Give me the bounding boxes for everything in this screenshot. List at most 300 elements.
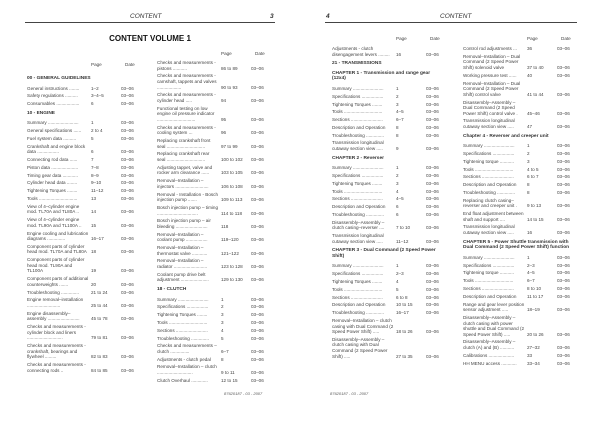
toc-entry-page: 6–7: [221, 348, 229, 354]
toc-entry: [157, 320, 271, 326]
toc-entry-date: 03–06: [121, 367, 134, 373]
toc-entry: [463, 224, 577, 235]
toc-entry-date: 03–06: [557, 216, 570, 222]
toc-entry-title: Consumables ..................: [27, 101, 80, 107]
toc-entry-date: 03–06: [121, 281, 134, 287]
toc-entry-page: 6 to 8: [396, 294, 408, 300]
toc-entry-page: 8 to 10: [527, 285, 542, 291]
toc-entry-page: 5: [91, 135, 94, 141]
toc-entry-date: 03–06: [121, 268, 134, 274]
toc-entry-title: Removal–Installation – Dual Command (2 Speed Power Shift) control valve: [463, 80, 521, 97]
toc-entry-title: Description and Operation: [463, 293, 517, 299]
toc-entry-title: Tightening Torques ........: [332, 180, 383, 186]
toc-entry-title: General instructions ........: [27, 85, 80, 91]
toc-entry-title: Troubleshooting ..............: [27, 289, 79, 295]
section-heading: 18 - CLUTCH: [157, 287, 187, 292]
toc-entry-date: 03–06: [251, 116, 264, 122]
toc-entry: [463, 182, 577, 188]
col-date-label: Date: [255, 51, 265, 56]
col-date-label: Date: [125, 62, 135, 67]
toc-entry-date: 03–06: [251, 65, 264, 71]
toc-entry: [27, 244, 141, 255]
toc-entry-date: 03–06: [557, 254, 570, 260]
toc-entry-page: 5: [221, 335, 224, 341]
toc-entry-title: View of 4–cylinder engine mod. TL90A and TL100A ..: [27, 217, 82, 228]
toc-entry-page: 118: [221, 223, 229, 229]
toc-entry-date: 03–06: [426, 353, 439, 359]
toc-entry-date: 03–06: [251, 356, 264, 362]
toc-entry-date: 03–06: [121, 135, 134, 141]
toc-entry-page: 16: [527, 230, 533, 236]
toc-entry-title: Tools ..............................: [27, 195, 78, 201]
toc-entry: [332, 196, 446, 202]
toc-entry-title: Timing gear data ............: [27, 172, 78, 178]
toc-entry-page: 40: [527, 72, 533, 78]
toc-entry-title: Sections .........................: [332, 117, 383, 123]
section-heading: 21 - TRANSMISSIONS: [332, 61, 382, 67]
toc-entry-date: 03–06: [426, 124, 439, 130]
toc-entry: [463, 151, 577, 157]
toc-entry-title: Removal–Installation – injectors ..........................: [157, 178, 209, 189]
toc-entry-date: 03–06: [251, 348, 264, 354]
toc-entry-date: 03–06: [251, 264, 264, 270]
toc-entry-page: 9 to 13: [527, 203, 542, 209]
toc-entry: [463, 143, 577, 149]
toc-entry-page: 45 to 78: [91, 316, 108, 322]
col-page-label: Page: [396, 36, 407, 41]
toc-entry: [27, 93, 141, 99]
toc-entry: [157, 165, 271, 176]
toc-entry-page: 9 to 11: [221, 370, 235, 376]
toc-entry-title: Safety regulations ..........: [27, 93, 78, 99]
toc-entry-date: 03–06: [557, 285, 570, 291]
toc-entry-title: Summary ........................: [332, 263, 384, 269]
toc-entry-date: 03–06: [251, 130, 264, 136]
left-column-1: [27, 62, 141, 375]
toc-entry-title: Coolant pump drive belt adjustment ......................: [157, 271, 209, 283]
toc-entry-title: Transmission longitudinal cutaway section view .....: [463, 224, 515, 236]
toc-entry-title: Transmission longitudinal cutaway section view .....: [332, 140, 384, 152]
toc-entry: [463, 167, 577, 173]
toc-entry-title: Tools ..............................: [463, 278, 514, 284]
col-page-label: Page: [527, 36, 538, 41]
toc-entry-page: 106 to 108: [221, 183, 243, 189]
toc-entry-page: 4: [396, 188, 399, 194]
toc-entry-page: 16–17: [91, 236, 104, 242]
toc-entry-date: 03–06: [121, 164, 134, 170]
toc-entry-title: Tightening Torques ........: [332, 279, 383, 284]
toc-entry: [463, 353, 577, 359]
toc-entry-title: Bosch injection pump – timing ................................: [157, 204, 219, 216]
toc-entry-date: 03–06: [426, 310, 439, 316]
toc-entry-date: 03–06: [426, 279, 439, 284]
toc-entry-title: Piston data .....................: [27, 164, 79, 170]
toc-entry-title: Checks and measurements - cylinder block and liners ............................: [27, 324, 86, 341]
toc-entry-date: 03–06: [251, 377, 264, 383]
toc-entry-date: 03–06: [426, 196, 439, 202]
toc-entry: [157, 60, 271, 71]
toc-entry: [27, 362, 141, 373]
toc-entry-page: 8: [396, 124, 399, 130]
toc-entry-page: 79 to 81: [91, 335, 108, 341]
toc-entry: [157, 336, 271, 342]
toc-entry-date: 03–06: [251, 143, 264, 149]
toc-entry: [463, 81, 577, 98]
toc-entry-title: Summary ........................: [27, 120, 79, 126]
toc-entry-date: 03–06: [557, 158, 570, 164]
toc-entry: [463, 270, 577, 276]
toc-entry-title: Checks and measurements - cooling system ...: [157, 124, 216, 136]
toc-entry-page: 4–5: [396, 196, 404, 202]
toc-entry-page: 27 to 35: [396, 353, 413, 359]
toc-entry-page: 20: [91, 281, 97, 287]
toc-entry: [463, 263, 577, 269]
toc-entry-date: 03–06: [251, 319, 264, 325]
toc-entry-page: 4–5: [396, 109, 404, 115]
toc-entry-page: 16: [396, 51, 402, 57]
toc-entry-page: 121–122: [221, 250, 239, 256]
toc-entry: [332, 133, 446, 139]
toc-entry-page: 6: [91, 149, 94, 155]
toc-entry-page: 37 to 40: [527, 64, 544, 70]
toc-entry-date: 03–06: [557, 293, 570, 299]
toc-entry: [332, 165, 446, 171]
toc-entry-page: 82 to 83: [91, 354, 108, 360]
toc-entry: [27, 324, 141, 341]
toc-entry-page: 6–7: [527, 278, 535, 284]
toc-entry-page: 8–9: [91, 172, 99, 178]
toc-entry: [332, 271, 446, 277]
toc-entry-page: 119–120: [221, 237, 239, 243]
toc-entry-title: Replacing clutch casing–reverser and creeper unit .: [463, 197, 517, 209]
toc-entry-title: General specifications ......: [27, 128, 82, 134]
toc-entry-title: Tools ..............................: [463, 166, 514, 172]
toc-entry-title: Specifications .................: [332, 271, 384, 277]
toc-entry-page: 3: [396, 101, 399, 107]
toc-entry-page: 1: [396, 263, 399, 269]
toc-entry: [463, 286, 577, 292]
toc-entry: [157, 304, 271, 310]
toc-entry-date: 03–06: [557, 64, 570, 70]
toc-entry: [157, 151, 271, 162]
toc-entry-date: 03–06: [426, 117, 439, 123]
toc-entry-date: 03–06: [251, 170, 264, 176]
toc-entry-page: 3: [221, 319, 224, 325]
toc-entry-date: 03–06: [121, 316, 134, 322]
toc-entry-page: 2 to 4: [91, 128, 103, 134]
toc-entry: [463, 255, 577, 261]
toc-entry-date: 03–06: [426, 132, 439, 138]
toc-entry-title: Cylinder head data ........: [27, 180, 78, 186]
toc-entry-title: Description and Operation: [332, 302, 386, 308]
toc-entry-title: Troubleshooting ..............: [332, 310, 384, 316]
toc-entry-page: 1: [527, 254, 530, 260]
toc-entry: [332, 337, 446, 359]
toc-entry: [332, 302, 446, 308]
toc-entry: [332, 263, 446, 269]
right-header-rule: [325, 22, 577, 23]
toc-entry-date: 03–06: [426, 173, 439, 178]
toc-entry: [332, 233, 446, 244]
toc-entry-page: 123 to 128: [221, 264, 243, 270]
toc-entry-title: Calibrations ....................: [463, 352, 515, 358]
toc-entry-title: Transmission longitudinal cutaway section view .....: [463, 118, 515, 130]
toc-entry-title: Troubleshooting ..............: [332, 211, 384, 217]
toc-entry-date: 03–06: [121, 222, 134, 228]
toc-entry-title: Replacing crankshaft rear seal ..............................: [157, 151, 210, 163]
toc-entry: [27, 173, 141, 179]
toc-entry: [463, 294, 577, 300]
toc-entry: [27, 311, 141, 322]
toc-entry-date: 03–06: [557, 307, 570, 313]
toc-entry-date: 03–06: [557, 262, 570, 268]
toc-entry-title: Transmission longitudinal cutaway section view .....: [332, 233, 384, 244]
toc-entry-date: 03–06: [557, 124, 570, 130]
toc-entry-title: Removal–Installation – clutch ............................: [157, 364, 217, 376]
toc-entry-date: 03–06: [557, 345, 570, 351]
toc-entry-date: 03–06: [251, 327, 264, 333]
toc-entry: [27, 136, 141, 142]
toc-entry-page: 1: [527, 143, 530, 149]
chapter-heading: CHAPTER 2 - Reverser: [332, 155, 384, 161]
toc-entry: [157, 73, 271, 90]
toc-entry-page: 11–12: [396, 238, 409, 244]
toc-entry-date: 03–06: [426, 211, 439, 217]
toc-entry: [332, 295, 446, 301]
toc-entry-date: 03–06: [557, 189, 570, 195]
toc-entry: [27, 204, 141, 215]
toc-entry-date: 03–06: [251, 312, 264, 318]
toc-entry-date: 03–06: [426, 238, 439, 244]
toc-entry-date: 03–06: [251, 237, 264, 243]
right-page: [300, 0, 600, 430]
toc-entry-page: 96: [221, 130, 227, 136]
toc-entry-title: Specifications .................: [332, 173, 384, 178]
toc-entry: [332, 117, 446, 123]
toc-entry: [463, 302, 577, 313]
toc-entry-page: 16–17: [396, 310, 409, 316]
toc-entry: [27, 101, 141, 107]
toc-entry-page: 7–8: [91, 164, 99, 170]
toc-entry: [157, 178, 271, 189]
toc-entry-page: 13: [91, 195, 97, 201]
toc-entry: [157, 218, 271, 229]
toc-entry: [27, 343, 141, 360]
toc-entry-title: Checks and measurements – clutch ...............: [157, 343, 217, 354]
toc-entry-date: 03–06: [251, 210, 264, 216]
toc-entry-date: 03–06: [121, 209, 134, 215]
toc-entry-page: 18 to 26: [396, 329, 413, 335]
toc-entry-title: Tools ..............................: [157, 319, 208, 325]
toc-entry-title: Removal–Installation – clutch casing with Dual Command (2 Speed Power Shift) .....: [332, 317, 394, 335]
toc-entry: [332, 94, 446, 100]
toc-entry-date: 03–06: [426, 180, 439, 186]
toc-entry-page: 45–46: [527, 110, 540, 116]
toc-entry: [157, 92, 271, 103]
toc-entry: [332, 189, 446, 195]
chapter-heading: CHAPTER 1 - Transmission and range gear (12x4): [332, 70, 431, 82]
toc-entry: [27, 276, 141, 287]
toc-entry-page: 3: [527, 158, 530, 164]
section-heading: 00 - GENERAL GUIDELINES: [27, 76, 91, 81]
toc-entry-title: Tools ..............................: [332, 109, 383, 115]
toc-entry-page: 41 to 44: [527, 91, 544, 97]
toc-entry: [157, 312, 271, 318]
toc-entry: [463, 54, 577, 71]
toc-entry-page: 2: [527, 151, 530, 157]
toc-entry-page: 129 to 130: [221, 277, 243, 283]
toc-entry-date: 03–06: [426, 93, 439, 99]
toc-entry-date: 03–06: [426, 101, 439, 107]
toc-entry-title: Specifications .................: [157, 304, 209, 310]
toc-entry: [463, 315, 577, 337]
toc-entry-page: 21 to 24: [91, 289, 108, 295]
chapter-heading: CHAPTER 3 - Dual Command (2 Speed Power Shift): [332, 248, 436, 259]
toc-entry-title: Summary ........................: [332, 165, 384, 171]
toc-entry: [332, 279, 446, 285]
toc-entry-title: Checks and measurements - pistons ...........: [157, 60, 216, 71]
toc-entry-date: 03–06: [557, 72, 570, 78]
toc-entry-page: 1: [396, 165, 399, 171]
toc-entry-page: 2: [396, 173, 399, 178]
toc-entry-date: 03–06: [557, 182, 570, 188]
toc-entry: [27, 217, 141, 228]
right-column-2: [463, 36, 577, 368]
toc-entry: [463, 339, 577, 350]
toc-entry-title: Description and Operation: [332, 124, 386, 130]
toc-entry-page: 3: [221, 312, 224, 318]
toc-entry: [27, 196, 141, 202]
toc-entry-page: 4: [221, 327, 224, 333]
toc-entry: [332, 287, 446, 293]
toc-entry-page: 6: [91, 101, 94, 107]
toc-entry-title: Engine removal–installation ..........................: [27, 297, 84, 308]
toc-entry: [157, 192, 271, 203]
toc-entry-page: 4 to 5: [527, 166, 539, 172]
toc-entry: [27, 128, 141, 134]
toc-entry-date: 03–06: [557, 331, 570, 337]
toc-entry-date: 03–06: [121, 157, 134, 163]
toc-entry-page: 109 to 113: [221, 197, 243, 203]
toc-entry: [157, 205, 271, 216]
toc-entry: [332, 310, 446, 316]
right-column-1: [332, 36, 446, 361]
toc-entry-date: 03–06: [121, 195, 134, 201]
toc-entry: [27, 257, 141, 274]
toc-entry-page: 1–2: [91, 85, 99, 91]
toc-entry-page: 11 to 17: [527, 293, 544, 299]
toc-entry-title: Crankshaft and engine block data .................: [27, 143, 86, 155]
toc-entry-page: 6 to 7: [527, 174, 539, 180]
left-footer: 87620187 - 03 - 2007: [224, 391, 263, 396]
toc-entry-date: 03–06: [121, 120, 134, 126]
toc-entry-date: 03–06: [251, 277, 264, 283]
toc-entry-page: 8: [396, 132, 399, 138]
toc-entry-date: 03–06: [121, 335, 134, 341]
right-footer: 87620187 - 03 - 2007: [330, 391, 369, 396]
toc-entry-page: 8: [221, 356, 224, 362]
toc-entry-date: 03–06: [557, 110, 570, 116]
toc-entry-date: 03–06: [557, 174, 570, 180]
toc-entry-page: 94: [221, 97, 227, 103]
toc-entry: [27, 157, 141, 163]
toc-entry-title: Adjustments - clutch disengagement levers .........: [332, 46, 390, 57]
toc-entry-page: 114 to 118: [221, 210, 243, 216]
toc-entry-page: 4: [396, 279, 399, 284]
toc-entry-page: 14: [91, 209, 97, 215]
toc-entry-date: 03–06: [251, 84, 264, 90]
toc-entry: [157, 232, 271, 243]
toc-entry-page: 25 to 44: [91, 302, 108, 308]
toc-entry-title: Sections .........................: [463, 174, 514, 180]
toc-entry-page: 8: [527, 189, 530, 195]
toc-entry-title: Removal - Installation - Bosch injection pump .......: [157, 191, 219, 203]
toc-entry-page: 84 to 85: [91, 367, 108, 373]
toc-entry-date: 03–06: [557, 352, 570, 358]
toc-entry-date: 03–06: [121, 149, 134, 155]
toc-entry-page: 11–12: [91, 188, 104, 194]
toc-entry-date: 03–06: [426, 263, 439, 269]
toc-entry: [332, 109, 446, 115]
toc-entry-title: Fuel system data ..........: [27, 135, 77, 141]
toc-entry: [332, 220, 446, 231]
toc-entry-date: 03–06: [121, 85, 134, 91]
toc-entry-date: 03–06: [251, 296, 264, 302]
toc-entry-page: 1: [221, 296, 224, 302]
toc-entry-title: Disassembly–Assembly – clutch casing with Dual Command (2 Speed Power Shift) .....: [332, 336, 388, 359]
toc-entry-page: 1: [91, 120, 94, 126]
toc-entry-date: 03–06: [557, 166, 570, 172]
toc-entry: [463, 211, 577, 222]
toc-entry-title: Adjustments - clutch pedal: [157, 356, 211, 362]
toc-entry-title: Engine cooling and lubrication diagrams ..............: [27, 230, 89, 242]
toc-entry-page: 2–3: [527, 262, 535, 268]
toc-entry: [157, 378, 271, 384]
left-header-rule: [25, 22, 275, 23]
toc-entry-date: 03–06: [426, 294, 439, 300]
left-page-number: 3: [270, 13, 274, 20]
toc-entry-date: 03–06: [426, 109, 439, 115]
toc-entry-title: Summary ........................: [463, 143, 515, 149]
toc-entry-date: 03–06: [426, 188, 439, 194]
toc-entry-title: Summary ........................: [463, 254, 515, 260]
toc-entry-title: Tools ..............................: [332, 188, 383, 194]
toc-entry-title: Removal–Installation – radiator ..........................: [157, 258, 208, 270]
toc-entry-page: 2: [396, 93, 399, 99]
toc-entry-title: Range and gear lever position sensor adjustment .....: [463, 301, 525, 313]
toc-entry-date: 03–06: [426, 302, 439, 308]
toc-entry: [27, 290, 141, 296]
toc-entry-page: 7: [91, 157, 94, 163]
toc-entry-title: Removal–Installation – coolant pump .................: [157, 231, 208, 243]
toc-entry-page: 90 to 93: [221, 84, 238, 90]
toc-entry-title: Description and Operation: [463, 182, 517, 188]
toc-entry-page: 6: [396, 211, 399, 217]
toc-entry-title: Working pressure test ......: [463, 72, 517, 78]
toc-entry-page: 8: [527, 182, 530, 188]
toc-entry: [157, 106, 271, 123]
right-page-number: 4: [326, 13, 330, 20]
toc-entry-title: Checks and measurements - crankshaft, bearings and flywheel .........: [27, 343, 86, 360]
toc-entry: [332, 102, 446, 108]
toc-entry-title: Sections .........................: [463, 285, 514, 291]
toc-entry-page: 20 to 26: [527, 331, 544, 337]
toc-entry-page: 95: [221, 116, 227, 122]
toc-entry-page: 19: [91, 268, 97, 274]
toc-entry: [332, 125, 446, 131]
toc-entry-title: Disassembly–Assembly – clutch (A) and (B) ...........: [463, 339, 516, 351]
toc-entry-title: Adjusting tappet, valve and rocker arm clearance ......: [157, 164, 213, 176]
